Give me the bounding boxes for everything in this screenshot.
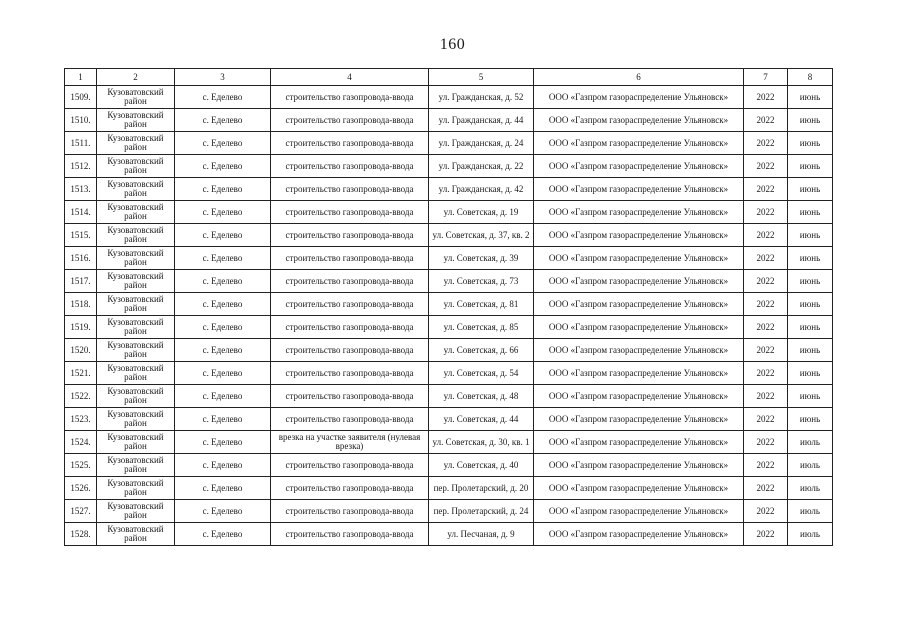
row-number: 1520. <box>65 339 97 362</box>
organization-cell: ООО «Газпром газораспределение Ульяновск» <box>534 339 744 362</box>
table-row <box>65 477 833 500</box>
district-cell: Кузоватовский район <box>97 431 175 454</box>
organization-cell: ООО «Газпром газораспределение Ульяновск» <box>534 500 744 523</box>
work-type-cell: строительство газопровода-ввода <box>271 201 429 224</box>
district-cell: Кузоватовский район <box>97 500 175 523</box>
organization-cell: ООО «Газпром газораспределение Ульяновск» <box>534 408 744 431</box>
organization-cell: ООО «Газпром газораспределение Ульяновск» <box>534 362 744 385</box>
table-row <box>65 454 833 477</box>
registry-table <box>64 68 833 546</box>
settlement-cell: с. Еделево <box>175 477 271 500</box>
row-number: 1519. <box>65 316 97 339</box>
work-type-cell: строительство газопровода-ввода <box>271 316 429 339</box>
district-cell: Кузоватовский район <box>97 178 175 201</box>
organization-cell: ООО «Газпром газораспределение Ульяновск» <box>534 155 744 178</box>
organization-cell: ООО «Газпром газораспределение Ульяновск» <box>534 247 744 270</box>
table-row <box>65 500 833 523</box>
work-type-cell: строительство газопровода-ввода <box>271 477 429 500</box>
row-number: 1522. <box>65 385 97 408</box>
table-row <box>65 362 833 385</box>
table-row <box>65 523 833 546</box>
organization-cell: ООО «Газпром газораспределение Ульяновск» <box>534 477 744 500</box>
month-cell: июнь <box>788 270 833 293</box>
row-number: 1509. <box>65 86 97 109</box>
month-cell: июль <box>788 431 833 454</box>
settlement-cell: с. Еделево <box>175 454 271 477</box>
row-number: 1525. <box>65 454 97 477</box>
table-row <box>65 247 833 270</box>
work-type-cell: строительство газопровода-ввода <box>271 385 429 408</box>
year-cell: 2022 <box>744 178 788 201</box>
work-type-cell: строительство газопровода-ввода <box>271 408 429 431</box>
district-cell: Кузоватовский район <box>97 316 175 339</box>
organization-cell: ООО «Газпром газораспределение Ульяновск» <box>534 201 744 224</box>
work-type-cell: строительство газопровода-ввода <box>271 293 429 316</box>
row-number: 1523. <box>65 408 97 431</box>
year-cell: 2022 <box>744 408 788 431</box>
table-row <box>65 431 833 454</box>
month-cell: июль <box>788 477 833 500</box>
district-cell: Кузоватовский район <box>97 201 175 224</box>
year-cell: 2022 <box>744 155 788 178</box>
address-cell: ул. Советская, д. 48 <box>429 385 534 408</box>
work-type-cell: строительство газопровода-ввода <box>271 86 429 109</box>
organization-cell: ООО «Газпром газораспределение Ульяновск» <box>534 523 744 546</box>
work-type-cell: строительство газопровода-ввода <box>271 247 429 270</box>
table-body <box>65 86 833 546</box>
district-cell: Кузоватовский район <box>97 132 175 155</box>
year-cell: 2022 <box>744 201 788 224</box>
district-cell: Кузоватовский район <box>97 362 175 385</box>
year-cell: 2022 <box>744 293 788 316</box>
organization-cell: ООО «Газпром газораспределение Ульяновск» <box>534 316 744 339</box>
work-type-cell: строительство газопровода-ввода <box>271 523 429 546</box>
table-row <box>65 316 833 339</box>
address-cell: ул. Советская, д. 40 <box>429 454 534 477</box>
row-number: 1516. <box>65 247 97 270</box>
settlement-cell: с. Еделево <box>175 109 271 132</box>
settlement-cell: с. Еделево <box>175 523 271 546</box>
organization-cell: ООО «Газпром газораспределение Ульяновск» <box>534 454 744 477</box>
header-row <box>65 69 833 86</box>
row-number: 1517. <box>65 270 97 293</box>
settlement-cell: с. Еделево <box>175 270 271 293</box>
settlement-cell: с. Еделево <box>175 155 271 178</box>
row-number: 1518. <box>65 293 97 316</box>
row-number: 1512. <box>65 155 97 178</box>
year-cell: 2022 <box>744 523 788 546</box>
organization-cell: ООО «Газпром газораспределение Ульяновск» <box>534 86 744 109</box>
settlement-cell: с. Еделево <box>175 339 271 362</box>
district-cell: Кузоватовский район <box>97 454 175 477</box>
work-type-cell: строительство газопровода-ввода <box>271 109 429 132</box>
month-cell: июль <box>788 454 833 477</box>
work-type-cell: строительство газопровода-ввода <box>271 339 429 362</box>
column-header: 8 <box>788 69 833 86</box>
column-header: 1 <box>65 69 97 86</box>
year-cell: 2022 <box>744 132 788 155</box>
row-number: 1510. <box>65 109 97 132</box>
table-row <box>65 339 833 362</box>
settlement-cell: с. Еделево <box>175 431 271 454</box>
address-cell: ул. Гражданская, д. 22 <box>429 155 534 178</box>
address-cell: ул. Советская, д. 66 <box>429 339 534 362</box>
address-cell: ул. Гражданская, д. 42 <box>429 178 534 201</box>
settlement-cell: с. Еделево <box>175 408 271 431</box>
district-cell: Кузоватовский район <box>97 293 175 316</box>
organization-cell: ООО «Газпром газораспределение Ульяновск» <box>534 132 744 155</box>
address-cell: ул. Гражданская, д. 24 <box>429 132 534 155</box>
settlement-cell: с. Еделево <box>175 86 271 109</box>
address-cell: ул. Советская, д. 85 <box>429 316 534 339</box>
column-header: 7 <box>744 69 788 86</box>
address-cell: ул. Советская, д. 73 <box>429 270 534 293</box>
work-type-cell: строительство газопровода-ввода <box>271 270 429 293</box>
address-cell: ул. Гражданская, д. 44 <box>429 109 534 132</box>
work-type-cell: строительство газопровода-ввода <box>271 155 429 178</box>
address-cell: ул. Советская, д. 19 <box>429 201 534 224</box>
district-cell: Кузоватовский район <box>97 408 175 431</box>
month-cell: июнь <box>788 224 833 247</box>
column-header: 2 <box>97 69 175 86</box>
table-row <box>65 385 833 408</box>
table-row <box>65 224 833 247</box>
column-header: 3 <box>175 69 271 86</box>
organization-cell: ООО «Газпром газораспределение Ульяновск» <box>534 109 744 132</box>
district-cell: Кузоватовский район <box>97 224 175 247</box>
month-cell: июнь <box>788 408 833 431</box>
district-cell: Кузоватовский район <box>97 270 175 293</box>
column-header: 5 <box>429 69 534 86</box>
table-row <box>65 109 833 132</box>
district-cell: Кузоватовский район <box>97 523 175 546</box>
year-cell: 2022 <box>744 362 788 385</box>
settlement-cell: с. Еделево <box>175 385 271 408</box>
row-number: 1511. <box>65 132 97 155</box>
year-cell: 2022 <box>744 224 788 247</box>
settlement-cell: с. Еделево <box>175 247 271 270</box>
work-type-cell: строительство газопровода-ввода <box>271 224 429 247</box>
address-cell: пер. Пролетарский, д. 20 <box>429 477 534 500</box>
year-cell: 2022 <box>744 385 788 408</box>
address-cell: ул. Советская, д. 37, кв. 2 <box>429 224 534 247</box>
table-row <box>65 132 833 155</box>
table-row <box>65 155 833 178</box>
settlement-cell: с. Еделево <box>175 224 271 247</box>
address-cell: ул. Песчаная, д. 9 <box>429 523 534 546</box>
month-cell: июнь <box>788 155 833 178</box>
row-number: 1528. <box>65 523 97 546</box>
year-cell: 2022 <box>744 247 788 270</box>
page-number: 160 <box>439 36 466 53</box>
month-cell: июнь <box>788 293 833 316</box>
row-number: 1526. <box>65 477 97 500</box>
settlement-cell: с. Еделево <box>175 362 271 385</box>
year-cell: 2022 <box>744 316 788 339</box>
work-type-cell: строительство газопровода-ввода <box>271 362 429 385</box>
table-row <box>65 201 833 224</box>
settlement-cell: с. Еделево <box>175 500 271 523</box>
district-cell: Кузоватовский район <box>97 155 175 178</box>
work-type-cell: строительство газопровода-ввода <box>271 454 429 477</box>
work-type-cell: строительство газопровода-ввода <box>271 500 429 523</box>
address-cell: ул. Советская, д. 54 <box>429 362 534 385</box>
column-header: 6 <box>534 69 744 86</box>
organization-cell: ООО «Газпром газораспределение Ульяновск» <box>534 224 744 247</box>
row-number: 1514. <box>65 201 97 224</box>
work-type-cell: врезка на участке заявителя (нулевая врезка) <box>271 431 429 454</box>
address-cell: ул. Советская, д. 44 <box>429 408 534 431</box>
address-cell: пер. Пролетарский, д. 24 <box>429 500 534 523</box>
table-row <box>65 293 833 316</box>
organization-cell: ООО «Газпром газораспределение Ульяновск» <box>534 270 744 293</box>
table-row <box>65 178 833 201</box>
year-cell: 2022 <box>744 339 788 362</box>
row-number: 1513. <box>65 178 97 201</box>
table-row <box>65 408 833 431</box>
settlement-cell: с. Еделево <box>175 178 271 201</box>
year-cell: 2022 <box>744 270 788 293</box>
column-header: 4 <box>271 69 429 86</box>
row-number: 1521. <box>65 362 97 385</box>
organization-cell: ООО «Газпром газораспределение Ульяновск» <box>534 385 744 408</box>
address-cell: ул. Советская, д. 81 <box>429 293 534 316</box>
organization-cell: ООО «Газпром газораспределение Ульяновск» <box>534 293 744 316</box>
district-cell: Кузоватовский район <box>97 86 175 109</box>
month-cell: июнь <box>788 132 833 155</box>
row-number: 1515. <box>65 224 97 247</box>
month-cell: июнь <box>788 86 833 109</box>
table-row <box>65 270 833 293</box>
year-cell: 2022 <box>744 431 788 454</box>
table-row <box>65 86 833 109</box>
settlement-cell: с. Еделево <box>175 293 271 316</box>
row-number: 1527. <box>65 500 97 523</box>
year-cell: 2022 <box>744 477 788 500</box>
month-cell: июнь <box>788 201 833 224</box>
month-cell: июнь <box>788 339 833 362</box>
address-cell: ул. Советская, д. 30, кв. 1 <box>429 431 534 454</box>
district-cell: Кузоватовский район <box>97 385 175 408</box>
district-cell: Кузоватовский район <box>97 339 175 362</box>
month-cell: июнь <box>788 178 833 201</box>
year-cell: 2022 <box>744 500 788 523</box>
year-cell: 2022 <box>744 86 788 109</box>
month-cell: июнь <box>788 385 833 408</box>
district-cell: Кузоватовский район <box>97 477 175 500</box>
month-cell: июнь <box>788 109 833 132</box>
month-cell: июнь <box>788 316 833 339</box>
work-type-cell: строительство газопровода-ввода <box>271 178 429 201</box>
month-cell: июнь <box>788 247 833 270</box>
row-number: 1524. <box>65 431 97 454</box>
district-cell: Кузоватовский район <box>97 247 175 270</box>
year-cell: 2022 <box>744 109 788 132</box>
year-cell: 2022 <box>744 454 788 477</box>
district-cell: Кузоватовский район <box>97 109 175 132</box>
month-cell: июль <box>788 523 833 546</box>
settlement-cell: с. Еделево <box>175 201 271 224</box>
organization-cell: ООО «Газпром газораспределение Ульяновск» <box>534 178 744 201</box>
settlement-cell: с. Еделево <box>175 316 271 339</box>
organization-cell: ООО «Газпром газораспределение Ульяновск» <box>534 431 744 454</box>
address-cell: ул. Советская, д. 39 <box>429 247 534 270</box>
month-cell: июль <box>788 500 833 523</box>
work-type-cell: строительство газопровода-ввода <box>271 132 429 155</box>
settlement-cell: с. Еделево <box>175 132 271 155</box>
month-cell: июнь <box>788 362 833 385</box>
address-cell: ул. Гражданская, д. 52 <box>429 86 534 109</box>
